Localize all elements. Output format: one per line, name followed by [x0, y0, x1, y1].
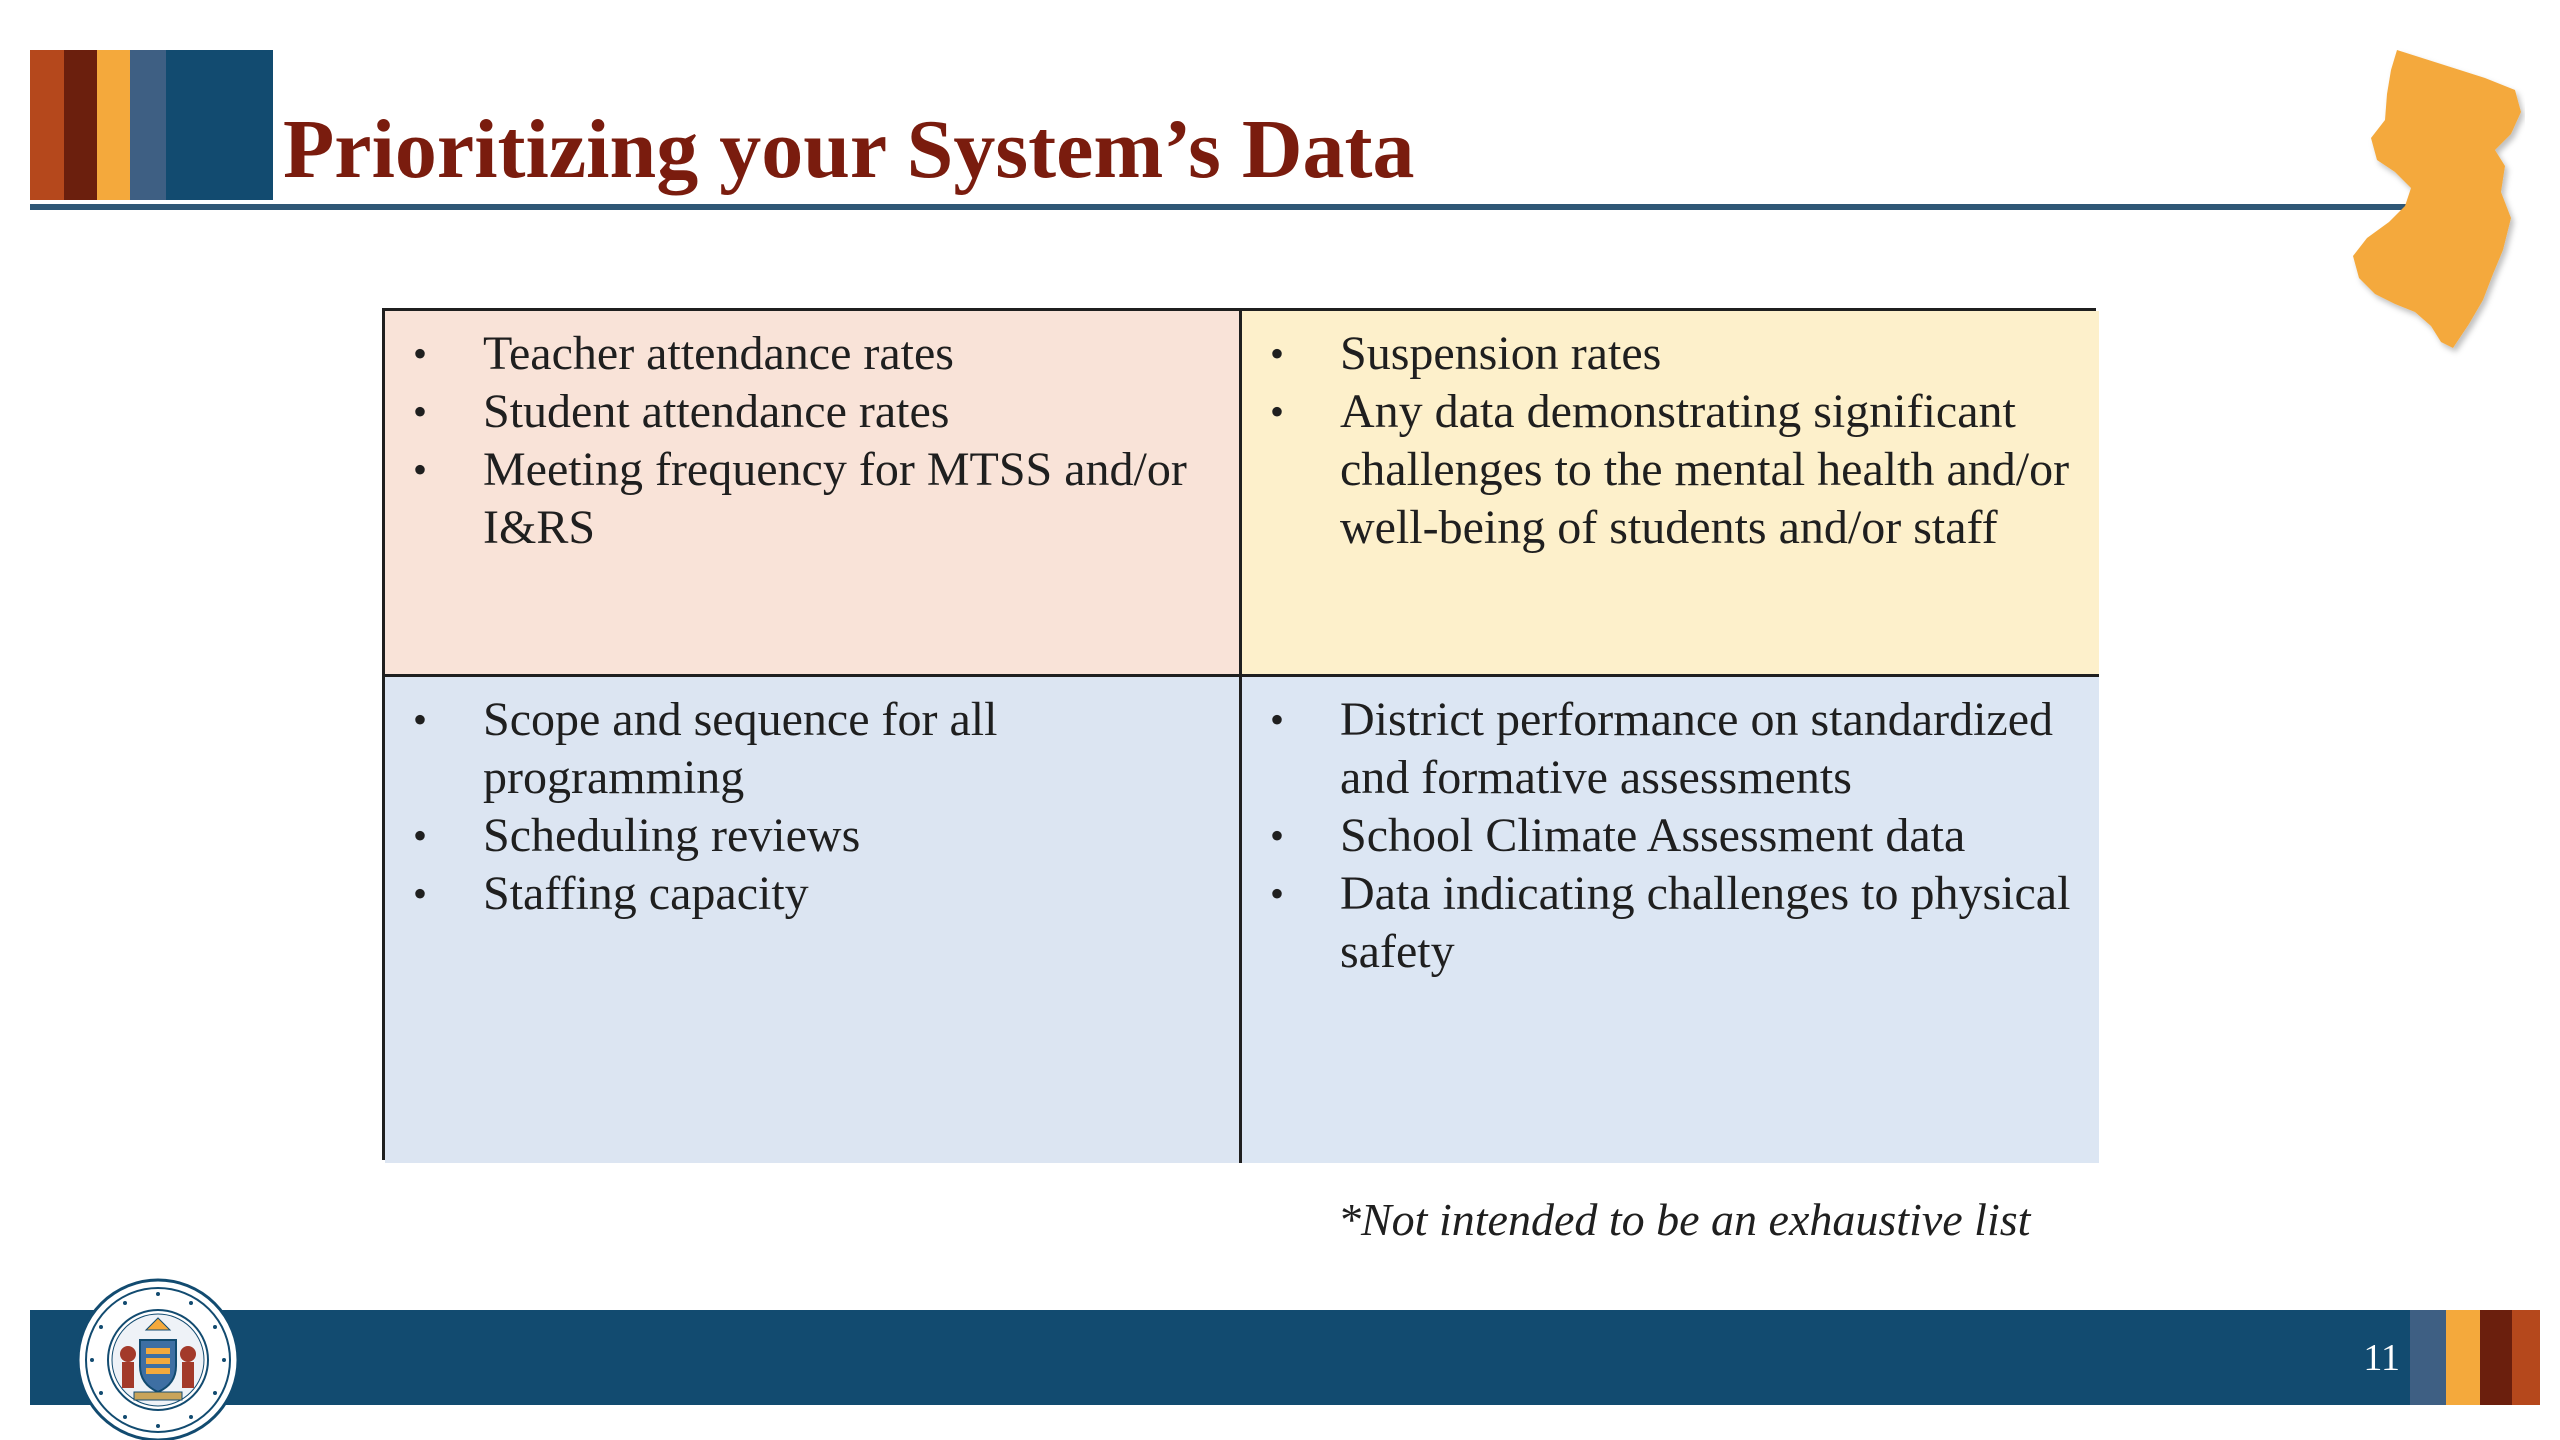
- list-item-text: Data indicating challenges to physical safety: [1340, 867, 2071, 978]
- bullet-icon: •: [1270, 389, 1285, 434]
- bullet-list: [403, 325, 1219, 557]
- list-item: [403, 865, 1219, 923]
- footer-bar: [30, 1310, 2540, 1405]
- grid-cell-top-right: [1242, 311, 2099, 677]
- data-priority-grid: [382, 308, 2096, 1160]
- list-item-text: Student attendance rates: [483, 385, 950, 438]
- list-item: [403, 691, 1219, 807]
- bullet-icon: •: [1270, 331, 1285, 376]
- grid-cell-top-left: [385, 311, 1242, 677]
- stripe-brown: [64, 50, 97, 200]
- title-divider: [30, 204, 2430, 210]
- list-item-text: Meeting frequency for MTSS and/or I&RS: [483, 443, 1187, 554]
- list-item: [1260, 383, 2079, 557]
- list-item: [1260, 807, 2079, 865]
- bullet-icon: •: [413, 871, 428, 916]
- footer-stripes: [2410, 1310, 2540, 1405]
- list-item-text: Suspension rates: [1340, 327, 1662, 380]
- stripe-rust: [2512, 1310, 2540, 1405]
- bullet-icon: •: [1270, 813, 1285, 858]
- stripe-slate: [2410, 1310, 2446, 1405]
- list-item: [403, 807, 1219, 865]
- bullet-icon: •: [413, 389, 428, 434]
- stripe-rust: [30, 50, 64, 200]
- list-item-text: Scope and sequence for all programming: [483, 693, 998, 804]
- list-item: [1260, 325, 2079, 383]
- footnote: *Not intended to be an exhaustive list: [1338, 1194, 2031, 1245]
- page-title: Prioritizing your System’s Data: [283, 103, 1415, 196]
- header-stripes: [30, 50, 273, 200]
- list-item: [403, 325, 1219, 383]
- bullet-icon: •: [413, 813, 428, 858]
- bullet-icon: •: [413, 447, 428, 492]
- list-item-text: Scheduling reviews: [483, 809, 861, 862]
- stripe-navy: [166, 50, 273, 200]
- list-item: [403, 441, 1219, 557]
- list-item-text: Staffing capacity: [483, 867, 809, 920]
- stripe-brown: [2480, 1310, 2512, 1405]
- list-item-text: School Climate Assessment data: [1340, 809, 1966, 862]
- list-item: [1260, 865, 2079, 981]
- bullet-list: [1260, 325, 2079, 557]
- stripe-gold: [97, 50, 130, 200]
- grid-cell-bottom-left: [385, 677, 1242, 1163]
- stripe-gold: [2446, 1310, 2480, 1405]
- nj-department-of-education-seal-icon: [76, 1278, 240, 1440]
- bullet-icon: •: [413, 697, 428, 742]
- bullet-icon: •: [1270, 697, 1285, 742]
- bullet-list: [403, 691, 1219, 923]
- bullet-icon: •: [413, 331, 428, 376]
- list-item: [403, 383, 1219, 441]
- stripe-slate: [130, 50, 166, 200]
- list-item-text: Any data demonstrating significant challenges to the mental health and/or well-being of students and/or staff: [1340, 385, 2070, 554]
- list-item: [1260, 691, 2079, 807]
- page-number: 11: [2363, 1337, 2400, 1379]
- bullet-list: [1260, 691, 2079, 981]
- bullet-icon: •: [1270, 871, 1285, 916]
- list-item-text: Teacher attendance rates: [483, 327, 954, 380]
- list-item-text: District performance on standardized and formative assessments: [1340, 693, 2054, 804]
- grid-cell-bottom-right: [1242, 677, 2099, 1163]
- new-jersey-map-icon: [2345, 42, 2525, 362]
